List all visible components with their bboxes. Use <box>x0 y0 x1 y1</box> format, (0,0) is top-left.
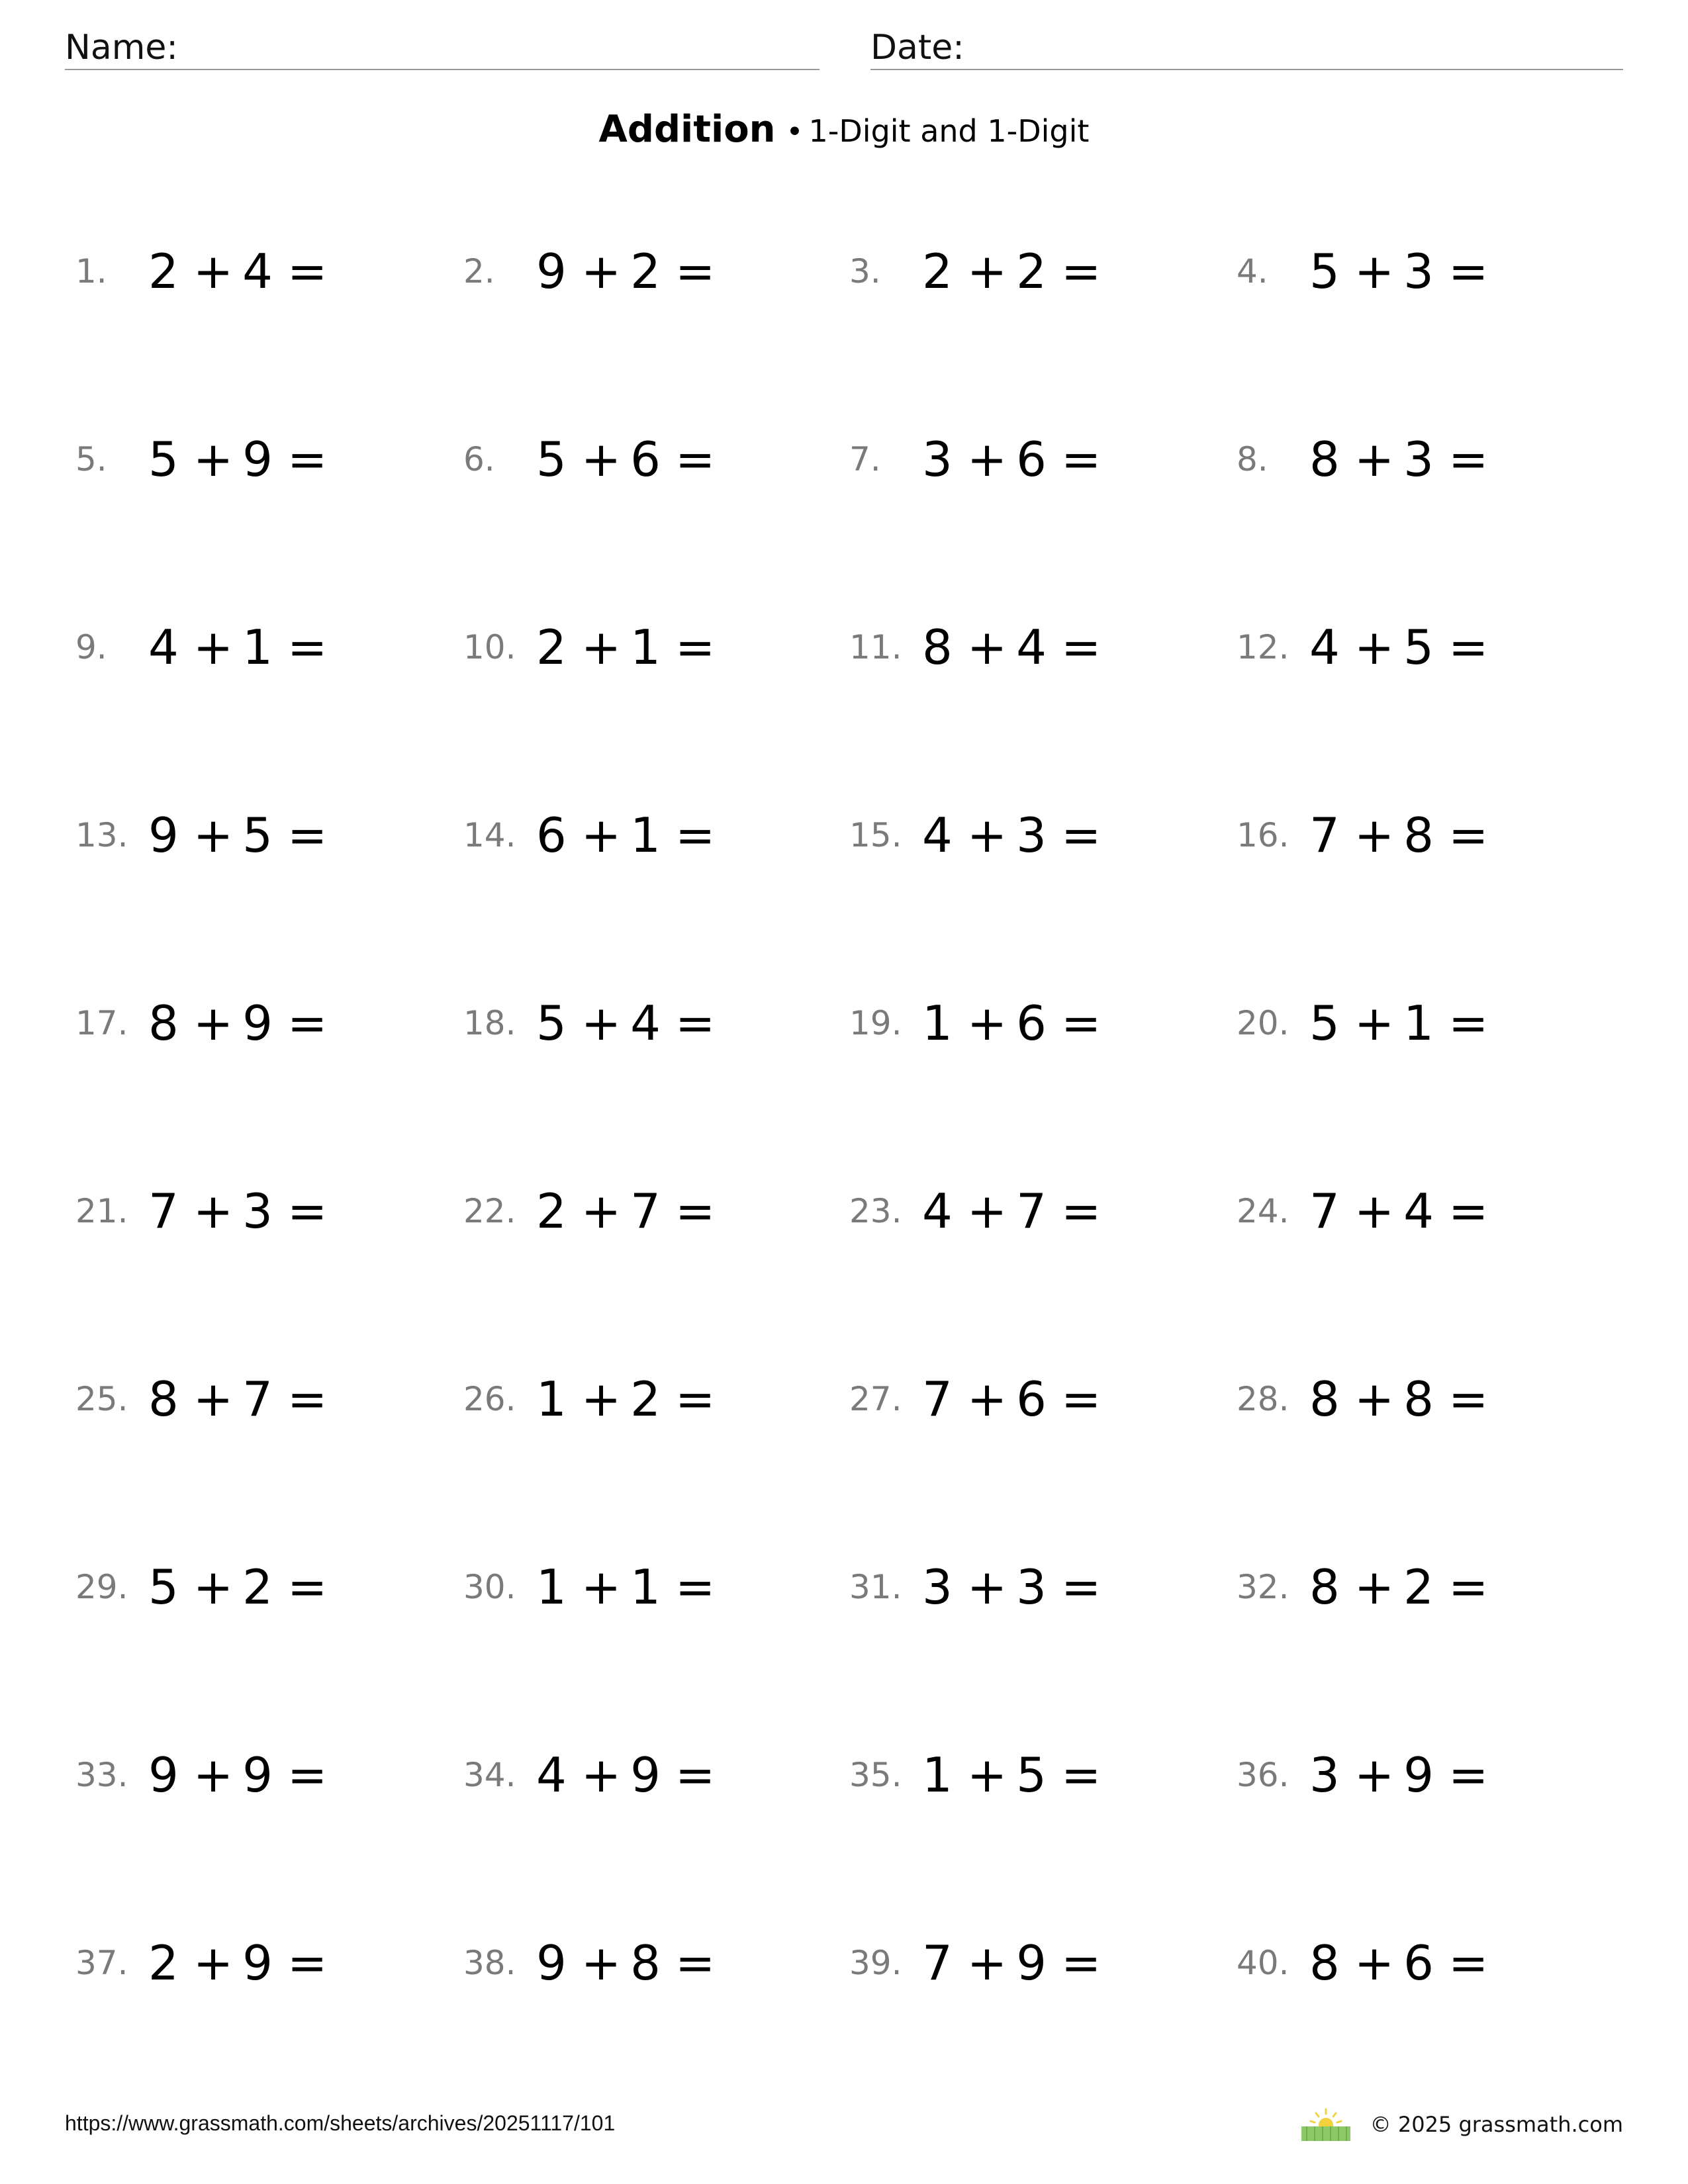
operand-a: 2 <box>536 1183 567 1239</box>
problem-expression <box>148 990 327 1056</box>
operand-a: 8 <box>148 1371 179 1427</box>
problem-number: 8. <box>1237 440 1268 478</box>
problem-item <box>463 614 834 680</box>
footer-url: https://www.grassmath.com/sheets/archives/20251117/101 <box>65 2111 616 2135</box>
operand-b: 5 <box>1403 619 1434 675</box>
operand-b: 4 <box>1403 1183 1434 1239</box>
operator: + <box>193 1371 234 1427</box>
operator: + <box>581 1747 622 1803</box>
name-label: Name: <box>65 28 178 68</box>
problem-expression <box>1309 802 1488 868</box>
equals-sign: = <box>1448 1559 1489 1615</box>
operator: + <box>193 1559 234 1615</box>
operator: + <box>966 1559 1008 1615</box>
operand-a: 3 <box>922 1559 953 1615</box>
name-field[interactable] <box>65 26 820 70</box>
operator: + <box>966 619 1008 675</box>
problem-number: 33. <box>75 1756 128 1794</box>
problem-item <box>1237 1742 1607 1808</box>
operand-a: 1 <box>536 1559 567 1615</box>
operand-b: 3 <box>242 1183 273 1239</box>
operand-b: 8 <box>1403 807 1434 863</box>
operator: + <box>581 1935 622 1991</box>
operator: + <box>966 1747 1008 1803</box>
problem-expression <box>922 1742 1101 1808</box>
operand-a: 3 <box>922 432 953 487</box>
problem-item <box>463 238 834 304</box>
problem-expression <box>922 802 1101 868</box>
problem-expression <box>148 1742 327 1808</box>
operator: + <box>966 807 1008 863</box>
problem-number: 22. <box>463 1192 516 1230</box>
problem-number: 19. <box>849 1004 902 1042</box>
equals-sign: = <box>1060 619 1102 675</box>
problem-number: 30. <box>463 1568 516 1606</box>
problem-expression <box>922 990 1101 1056</box>
operator: + <box>193 244 234 299</box>
operand-a: 2 <box>148 244 179 299</box>
operand-a: 5 <box>1309 995 1340 1051</box>
title-separator: • <box>786 115 804 149</box>
operator: + <box>966 244 1008 299</box>
equals-sign: = <box>287 432 328 487</box>
equals-sign: = <box>1448 1183 1489 1239</box>
problem-item <box>75 802 446 868</box>
problem-item <box>1237 802 1607 868</box>
equals-sign: = <box>1060 807 1102 863</box>
equals-sign: = <box>1060 1559 1102 1615</box>
problem-number: 38. <box>463 1944 516 1982</box>
operand-b: 1 <box>630 807 661 863</box>
problem-expression <box>922 1178 1101 1244</box>
operand-a: 9 <box>536 244 567 299</box>
problem-expression <box>922 614 1101 680</box>
problem-number: 11. <box>849 628 902 666</box>
problem-item <box>1237 1178 1607 1244</box>
equals-sign: = <box>675 1747 716 1803</box>
problem-number: 10. <box>463 628 516 666</box>
operand-a: 2 <box>922 244 953 299</box>
operator: + <box>1354 1371 1395 1427</box>
problem-number: 12. <box>1237 628 1289 666</box>
operand-a: 8 <box>922 619 953 675</box>
operand-a: 7 <box>148 1183 179 1239</box>
operand-a: 8 <box>1309 432 1340 487</box>
operand-b: 7 <box>242 1371 273 1427</box>
operand-a: 8 <box>1309 1935 1340 1991</box>
problem-number: 23. <box>849 1192 902 1230</box>
operand-b: 5 <box>242 807 273 863</box>
operand-a: 4 <box>922 1183 953 1239</box>
problem-expression <box>536 1742 715 1808</box>
problem-expression <box>536 1930 715 1996</box>
operand-b: 7 <box>630 1183 661 1239</box>
operand-a: 9 <box>148 1747 179 1803</box>
equals-sign: = <box>1448 1935 1489 1991</box>
problem-expression <box>536 1366 715 1432</box>
operand-a: 2 <box>148 1935 179 1991</box>
operand-b: 9 <box>242 1935 273 1991</box>
equals-sign: = <box>675 807 716 863</box>
equals-sign: = <box>1448 1371 1489 1427</box>
problem-expression <box>1309 426 1488 492</box>
problem-number: 14. <box>463 816 516 854</box>
operand-a: 7 <box>922 1935 953 1991</box>
problem-item <box>849 1930 1220 1996</box>
problem-expression <box>536 1554 715 1620</box>
operand-b: 4 <box>1016 619 1047 675</box>
operator: + <box>581 807 622 863</box>
problem-number: 35. <box>849 1756 902 1794</box>
equals-sign: = <box>287 995 328 1051</box>
problem-expression <box>536 238 715 304</box>
problem-item <box>849 990 1220 1056</box>
title-main: Addition <box>598 108 776 151</box>
problem-item <box>75 614 446 680</box>
problem-number: 36. <box>1237 1756 1289 1794</box>
operator: + <box>1354 432 1395 487</box>
operand-b: 2 <box>1016 244 1047 299</box>
operand-a: 8 <box>1309 1371 1340 1427</box>
operand-b: 9 <box>242 1747 273 1803</box>
equals-sign: = <box>1448 807 1489 863</box>
problem-number: 3. <box>849 252 881 291</box>
problem-expression <box>922 1366 1101 1432</box>
operand-b: 9 <box>1403 1747 1434 1803</box>
problem-item <box>1237 1930 1607 1996</box>
operator: + <box>1354 244 1395 299</box>
operator: + <box>581 432 622 487</box>
operator: + <box>966 432 1008 487</box>
problem-expression <box>922 426 1101 492</box>
problem-item <box>849 238 1220 304</box>
operand-a: 1 <box>922 1747 953 1803</box>
operand-a: 7 <box>1309 807 1340 863</box>
operand-b: 8 <box>1403 1371 1434 1427</box>
equals-sign: = <box>1060 1747 1102 1803</box>
date-label: Date: <box>870 28 964 68</box>
operand-b: 4 <box>242 244 273 299</box>
footer-copyright: © 2025 grassmath.com <box>1370 2112 1623 2137</box>
problem-expression <box>1309 990 1488 1056</box>
problem-expression <box>536 1178 715 1244</box>
problem-expression <box>148 1178 327 1244</box>
operand-a: 5 <box>148 1559 179 1615</box>
problem-item <box>1237 614 1607 680</box>
problem-item <box>1237 238 1607 304</box>
operator: + <box>1354 619 1395 675</box>
problem-item <box>849 802 1220 868</box>
operand-a: 8 <box>1309 1559 1340 1615</box>
problem-expression <box>536 990 715 1056</box>
problem-item <box>849 1742 1220 1808</box>
problem-item <box>1237 1366 1607 1432</box>
problem-expression <box>148 238 327 304</box>
problem-number: 15. <box>849 816 902 854</box>
equals-sign: = <box>675 1183 716 1239</box>
operand-a: 5 <box>536 995 567 1051</box>
problem-number: 21. <box>75 1192 128 1230</box>
problem-item <box>463 802 834 868</box>
operand-b: 2 <box>1403 1559 1434 1615</box>
sun-over-grass-icon <box>1300 2108 1352 2141</box>
operator: + <box>966 1371 1008 1427</box>
problem-grid <box>0 238 1688 2131</box>
equals-sign: = <box>287 1371 328 1427</box>
worksheet-title <box>0 103 1688 165</box>
equals-sign: = <box>1060 1935 1102 1991</box>
operand-a: 5 <box>536 432 567 487</box>
problem-number: 6. <box>463 440 495 478</box>
date-field[interactable] <box>870 26 1623 70</box>
problem-number: 24. <box>1237 1192 1289 1230</box>
operand-a: 9 <box>536 1935 567 1991</box>
problem-expression <box>922 238 1101 304</box>
equals-sign: = <box>675 619 716 675</box>
operator: + <box>193 995 234 1051</box>
problem-number: 13. <box>75 816 128 854</box>
equals-sign: = <box>1448 432 1489 487</box>
operator: + <box>581 1371 622 1427</box>
problem-expression <box>1309 614 1488 680</box>
equals-sign: = <box>1060 995 1102 1051</box>
equals-sign: = <box>675 1559 716 1615</box>
problem-expression <box>148 614 327 680</box>
operand-b: 5 <box>1016 1747 1047 1803</box>
operand-a: 2 <box>536 619 567 675</box>
title-subtitle: 1-Digit and 1-Digit <box>808 113 1090 149</box>
operator: + <box>581 1559 622 1615</box>
operand-b: 9 <box>242 995 273 1051</box>
problem-item <box>463 1178 834 1244</box>
problem-expression <box>1309 1742 1488 1808</box>
problem-number: 40. <box>1237 1944 1289 1982</box>
equals-sign: = <box>675 1935 716 1991</box>
problem-item <box>463 1930 834 1996</box>
operand-b: 6 <box>630 432 661 487</box>
problem-number: 16. <box>1237 816 1289 854</box>
problem-item <box>849 1178 1220 1244</box>
equals-sign: = <box>1060 432 1102 487</box>
operand-b: 2 <box>242 1559 273 1615</box>
problem-expression <box>1309 1366 1488 1432</box>
operand-b: 1 <box>630 1559 661 1615</box>
problem-item <box>75 1366 446 1432</box>
operand-b: 3 <box>1403 432 1434 487</box>
equals-sign: = <box>287 807 328 863</box>
problem-item <box>75 238 446 304</box>
problem-number: 39. <box>849 1944 902 1982</box>
problem-expression <box>922 1554 1101 1620</box>
operand-a: 9 <box>148 807 179 863</box>
operand-b: 1 <box>242 619 273 675</box>
problem-item <box>75 1930 446 1996</box>
operator: + <box>193 1183 234 1239</box>
operand-b: 8 <box>630 1935 661 1991</box>
operator: + <box>193 432 234 487</box>
problem-expression <box>148 802 327 868</box>
problem-number: 26. <box>463 1380 516 1418</box>
operand-a: 5 <box>148 432 179 487</box>
operator: + <box>1354 995 1395 1051</box>
problem-expression <box>1309 1554 1488 1620</box>
problem-item <box>75 426 446 492</box>
equals-sign: = <box>287 1935 328 1991</box>
problem-number: 5. <box>75 440 107 478</box>
equals-sign: = <box>1448 244 1489 299</box>
problem-expression <box>148 426 327 492</box>
problem-expression <box>148 1366 327 1432</box>
problem-expression <box>922 1930 1101 1996</box>
operator: + <box>1354 1935 1395 1991</box>
problem-item <box>849 1366 1220 1432</box>
problem-expression <box>536 802 715 868</box>
problem-expression <box>1309 1178 1488 1244</box>
operand-a: 8 <box>148 995 179 1051</box>
problem-item <box>849 614 1220 680</box>
operator: + <box>193 1747 234 1803</box>
equals-sign: = <box>675 995 716 1051</box>
operand-a: 3 <box>1309 1747 1340 1803</box>
operand-b: 3 <box>1016 1559 1047 1615</box>
operand-b: 2 <box>630 1371 661 1427</box>
equals-sign: = <box>1060 1183 1102 1239</box>
operand-b: 6 <box>1403 1935 1434 1991</box>
operand-b: 9 <box>1016 1935 1047 1991</box>
operator: + <box>966 995 1008 1051</box>
problem-number: 7. <box>849 440 881 478</box>
operand-b: 9 <box>630 1747 661 1803</box>
problem-item <box>1237 990 1607 1056</box>
problem-number: 25. <box>75 1380 128 1418</box>
problem-item <box>75 990 446 1056</box>
equals-sign: = <box>287 244 328 299</box>
problem-item <box>1237 1554 1607 1620</box>
problem-number: 1. <box>75 252 107 291</box>
problem-number: 27. <box>849 1380 902 1418</box>
problem-number: 17. <box>75 1004 128 1042</box>
problem-number: 20. <box>1237 1004 1289 1042</box>
operand-a: 7 <box>1309 1183 1340 1239</box>
operator: + <box>581 1183 622 1239</box>
operand-b: 2 <box>630 244 661 299</box>
operand-a: 1 <box>922 995 953 1051</box>
problem-number: 4. <box>1237 252 1268 291</box>
equals-sign: = <box>287 1747 328 1803</box>
operator: + <box>966 1183 1008 1239</box>
operator: + <box>581 619 622 675</box>
equals-sign: = <box>1448 619 1489 675</box>
problem-expression <box>1309 238 1488 304</box>
problem-expression <box>1309 1930 1488 1996</box>
problem-item <box>463 1554 834 1620</box>
problem-number: 37. <box>75 1944 128 1982</box>
operand-b: 4 <box>630 995 661 1051</box>
problem-expression <box>536 614 715 680</box>
equals-sign: = <box>1060 1371 1102 1427</box>
problem-number: 34. <box>463 1756 516 1794</box>
problem-item <box>463 426 834 492</box>
equals-sign: = <box>675 1371 716 1427</box>
operand-a: 1 <box>536 1371 567 1427</box>
operand-b: 1 <box>1403 995 1434 1051</box>
problem-number: 28. <box>1237 1380 1289 1418</box>
operator: + <box>1354 1747 1395 1803</box>
operand-b: 7 <box>1016 1183 1047 1239</box>
operand-b: 1 <box>630 619 661 675</box>
operand-b: 6 <box>1016 432 1047 487</box>
equals-sign: = <box>675 432 716 487</box>
equals-sign: = <box>1448 1747 1489 1803</box>
operator: + <box>193 1935 234 1991</box>
operator: + <box>1354 1559 1395 1615</box>
equals-sign: = <box>287 1183 328 1239</box>
problem-expression <box>148 1554 327 1620</box>
operand-b: 3 <box>1016 807 1047 863</box>
operator: + <box>193 619 234 675</box>
operator: + <box>581 995 622 1051</box>
operand-b: 9 <box>242 432 273 487</box>
problem-item <box>849 1554 1220 1620</box>
operand-a: 5 <box>1309 244 1340 299</box>
operand-a: 4 <box>536 1747 567 1803</box>
problem-number: 29. <box>75 1568 128 1606</box>
problem-item <box>463 990 834 1056</box>
problem-item <box>463 1366 834 1432</box>
problem-number: 2. <box>463 252 495 291</box>
operand-a: 4 <box>922 807 953 863</box>
operand-b: 3 <box>1403 244 1434 299</box>
operator: + <box>1354 807 1395 863</box>
equals-sign: = <box>1448 995 1489 1051</box>
operand-a: 7 <box>922 1371 953 1427</box>
problem-item <box>463 1742 834 1808</box>
problem-number: 9. <box>75 628 107 666</box>
equals-sign: = <box>675 244 716 299</box>
operand-a: 6 <box>536 807 567 863</box>
problem-item <box>75 1554 446 1620</box>
operator: + <box>1354 1183 1395 1239</box>
problem-number: 32. <box>1237 1568 1289 1606</box>
operator: + <box>193 807 234 863</box>
operand-b: 6 <box>1016 1371 1047 1427</box>
operand-a: 4 <box>148 619 179 675</box>
operator: + <box>581 244 622 299</box>
problem-item <box>75 1742 446 1808</box>
problem-number: 31. <box>849 1568 902 1606</box>
problem-expression <box>536 426 715 492</box>
operand-b: 6 <box>1016 995 1047 1051</box>
problem-item <box>1237 426 1607 492</box>
operator: + <box>966 1935 1008 1991</box>
equals-sign: = <box>287 1559 328 1615</box>
footer-branding <box>1300 2105 1623 2144</box>
problem-item <box>75 1178 446 1244</box>
problem-expression <box>148 1930 327 1996</box>
problem-item <box>849 426 1220 492</box>
problem-number: 18. <box>463 1004 516 1042</box>
operand-a: 4 <box>1309 619 1340 675</box>
equals-sign: = <box>1060 244 1102 299</box>
equals-sign: = <box>287 619 328 675</box>
